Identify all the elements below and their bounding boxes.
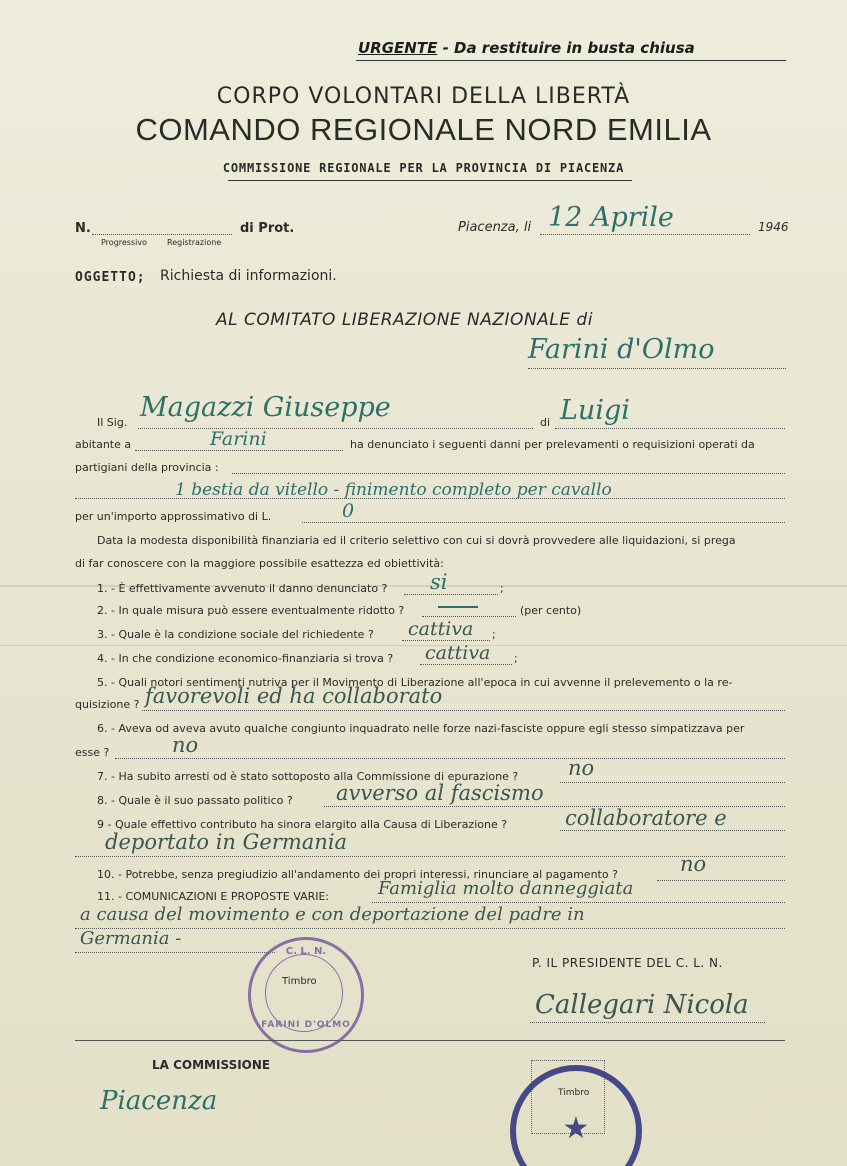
president-signature: Callegari Nicola (535, 990, 749, 1020)
father-handwritten: Luigi (560, 395, 630, 426)
answer-7: no (568, 756, 595, 780)
father-field (555, 428, 785, 429)
commission-label: LA COMMISSIONE (152, 1058, 271, 1072)
answer-11-line-3: Germania - (80, 928, 182, 949)
question-9: 9 - Quale effettivo contributo ha sinora elargito alla Causa di Liberazione ? (97, 818, 508, 831)
question-11: 11. - COMUNICAZIONI E PROPOSTE VARIE: (97, 890, 330, 903)
answer-9-field (560, 830, 785, 831)
semicolon: ; (492, 628, 496, 641)
town-field (135, 450, 343, 451)
president-label: P. IL PRESIDENTE DEL C. L. N. (532, 956, 723, 970)
date-handwritten: 12 Aprile (548, 202, 674, 233)
urgent-word: URGENTE (358, 39, 438, 57)
semicolon: ; (514, 652, 518, 665)
urgent-rule (356, 60, 786, 61)
protocol-n-field (92, 234, 232, 235)
timbro-2-label: Timbro (558, 1088, 590, 1098)
answer-1-field (404, 594, 498, 595)
answer-1: si (430, 570, 448, 594)
year: 1946 (758, 220, 789, 234)
protocol-prot-label: di Prot. (240, 221, 295, 236)
cln-stamp-bottom-text: FARINI D'OLMO (261, 1020, 351, 1030)
timbro-label: Timbro (282, 976, 317, 987)
answer-10: no (680, 852, 707, 876)
subject-text: Richiesta di informazioni. (160, 268, 337, 284)
question-5-line-1: 5. - Quali notori sentimenti nutriva per il Movimento di Liberazione all'epoca in cui avvenne il prelevemento o la re- (97, 676, 733, 689)
question-3: 3. - Quale è la condizione sociale del richiedente ? (97, 628, 374, 641)
urgent-rest: - Da restituire in busta chiusa (442, 39, 695, 57)
question-1: 1. - È effettivamente avvenuto il danno denunciato ? (97, 582, 388, 595)
header-line-2: COMANDO REGIONALE NORD EMILIA (135, 112, 712, 147)
answer-11-line-1: Famiglia molto danneggiata (378, 878, 634, 899)
fold-line (0, 645, 847, 646)
answer-11-field-3 (75, 952, 275, 953)
amount-handwritten: 0 (342, 500, 355, 522)
separator-line (75, 1040, 785, 1041)
recipient-field (528, 368, 786, 369)
date-field (540, 234, 750, 235)
answer-9-line-2-field (75, 856, 785, 857)
recipient-handwritten: Farini d'Olmo (528, 334, 715, 365)
question-10: 10. - Potrebbe, senza pregiudizio all'andamento dei propri interessi, rinunciare al pagamento ? (97, 868, 618, 881)
partisans-field (232, 473, 785, 474)
di-label: di (540, 416, 551, 429)
cln-stamp-top-text: C. L. N. (285, 946, 327, 957)
answer-4: cattiva (425, 642, 491, 664)
answer-9-line-1: collaboratore e (565, 806, 727, 830)
commission-stamp (510, 1065, 642, 1166)
answer-6-field (115, 758, 785, 759)
answer-8: avverso al fascismo (336, 781, 544, 805)
sig-label: Il Sig. (97, 416, 128, 429)
question-5-line-2: quisizione ? (75, 698, 140, 711)
answer-9-line-2: deportato in Germania (105, 830, 348, 854)
abitante-label: abitante a (75, 438, 132, 451)
question-8: 8. - Quale è il suo passato politico ? (97, 794, 293, 807)
header-line-3: COMMISSIONE REGIONALE PER LA PROVINCIA DI PIACENZA (222, 161, 625, 175)
answer-11-field-2 (75, 928, 785, 929)
urgent-note (358, 39, 695, 57)
answer-2-dash (438, 606, 478, 608)
subject-label: OGGETTO; (75, 270, 146, 285)
president-sign-field (530, 1022, 765, 1023)
answer-4-field (420, 664, 512, 665)
recipient-label: AL COMITATO LIBERAZIONE NAZIONALE di (216, 310, 593, 330)
progressivo-label: Progressivo (101, 238, 147, 247)
question-2-suffix: (per cento) (520, 604, 582, 617)
denounce-text: ha denunciato i seguenti danni per prelevamenti o requisizioni operati da (350, 438, 755, 451)
name-handwritten: Magazzi Giuseppe (140, 392, 391, 423)
commission-signature: Piacenza (100, 1086, 218, 1116)
question-4: 4. - In che condizione economico-finanziaria si trova ? (97, 652, 394, 665)
city-date-label: Piacenza, li (458, 220, 532, 235)
question-2: 2. - In quale misura può essere eventualmente ridotto ? (97, 604, 405, 617)
intro-line-1: Data la modesta disponibilità finanziaria ed il criterio selettivo con cui si dovrà provvedere alle liquidazioni, si prega (97, 534, 736, 547)
answer-10-field (657, 880, 785, 881)
protocol-n-label: N. (75, 221, 91, 236)
intro-line-2: di far conoscere con la maggiore possibile esattezza ed obiettività: (75, 557, 444, 570)
amount-label: per un'importo approssimativo di L. (75, 510, 272, 523)
question-6-line-2: esse ? (75, 746, 110, 759)
amount-field (302, 522, 785, 523)
answer-11-field-1 (372, 902, 785, 903)
cln-stamp (248, 937, 364, 1053)
registrazione-label: Registrazione (167, 238, 222, 247)
town-handwritten: Farini (210, 428, 267, 450)
partisans-text: partigiani della provincia : (75, 461, 219, 474)
name-field (138, 428, 533, 429)
star-icon: ★ (562, 1111, 590, 1146)
damage-handwritten: 1 bestia da vitello - finimento completo per cavallo (175, 480, 612, 500)
answer-5: favorevoli ed ha collaborato (145, 684, 443, 708)
answer-7-field (560, 782, 785, 783)
semicolon: ; (500, 582, 504, 595)
answer-2-field (422, 616, 516, 617)
answer-3-field (402, 640, 490, 641)
question-6-line-1: 6. - Aveva od aveva avuto qualche congiunto inquadrato nelle forze nazi-fasciste oppure egli stesso simpatizzava per (97, 722, 745, 735)
header-line-1: CORPO VOLONTARI DELLA LIBERTÀ (216, 84, 631, 109)
header-rule (228, 180, 632, 181)
answer-5-field (142, 710, 785, 711)
answer-11-line-2: a causa del movimento e con deportazione del padre in (80, 904, 585, 925)
answer-6: no (172, 733, 199, 757)
answer-3: cattiva (408, 618, 474, 640)
question-7: 7. - Ha subito arresti od è stato sottoposto alla Commissione di epurazione ? (97, 770, 519, 783)
